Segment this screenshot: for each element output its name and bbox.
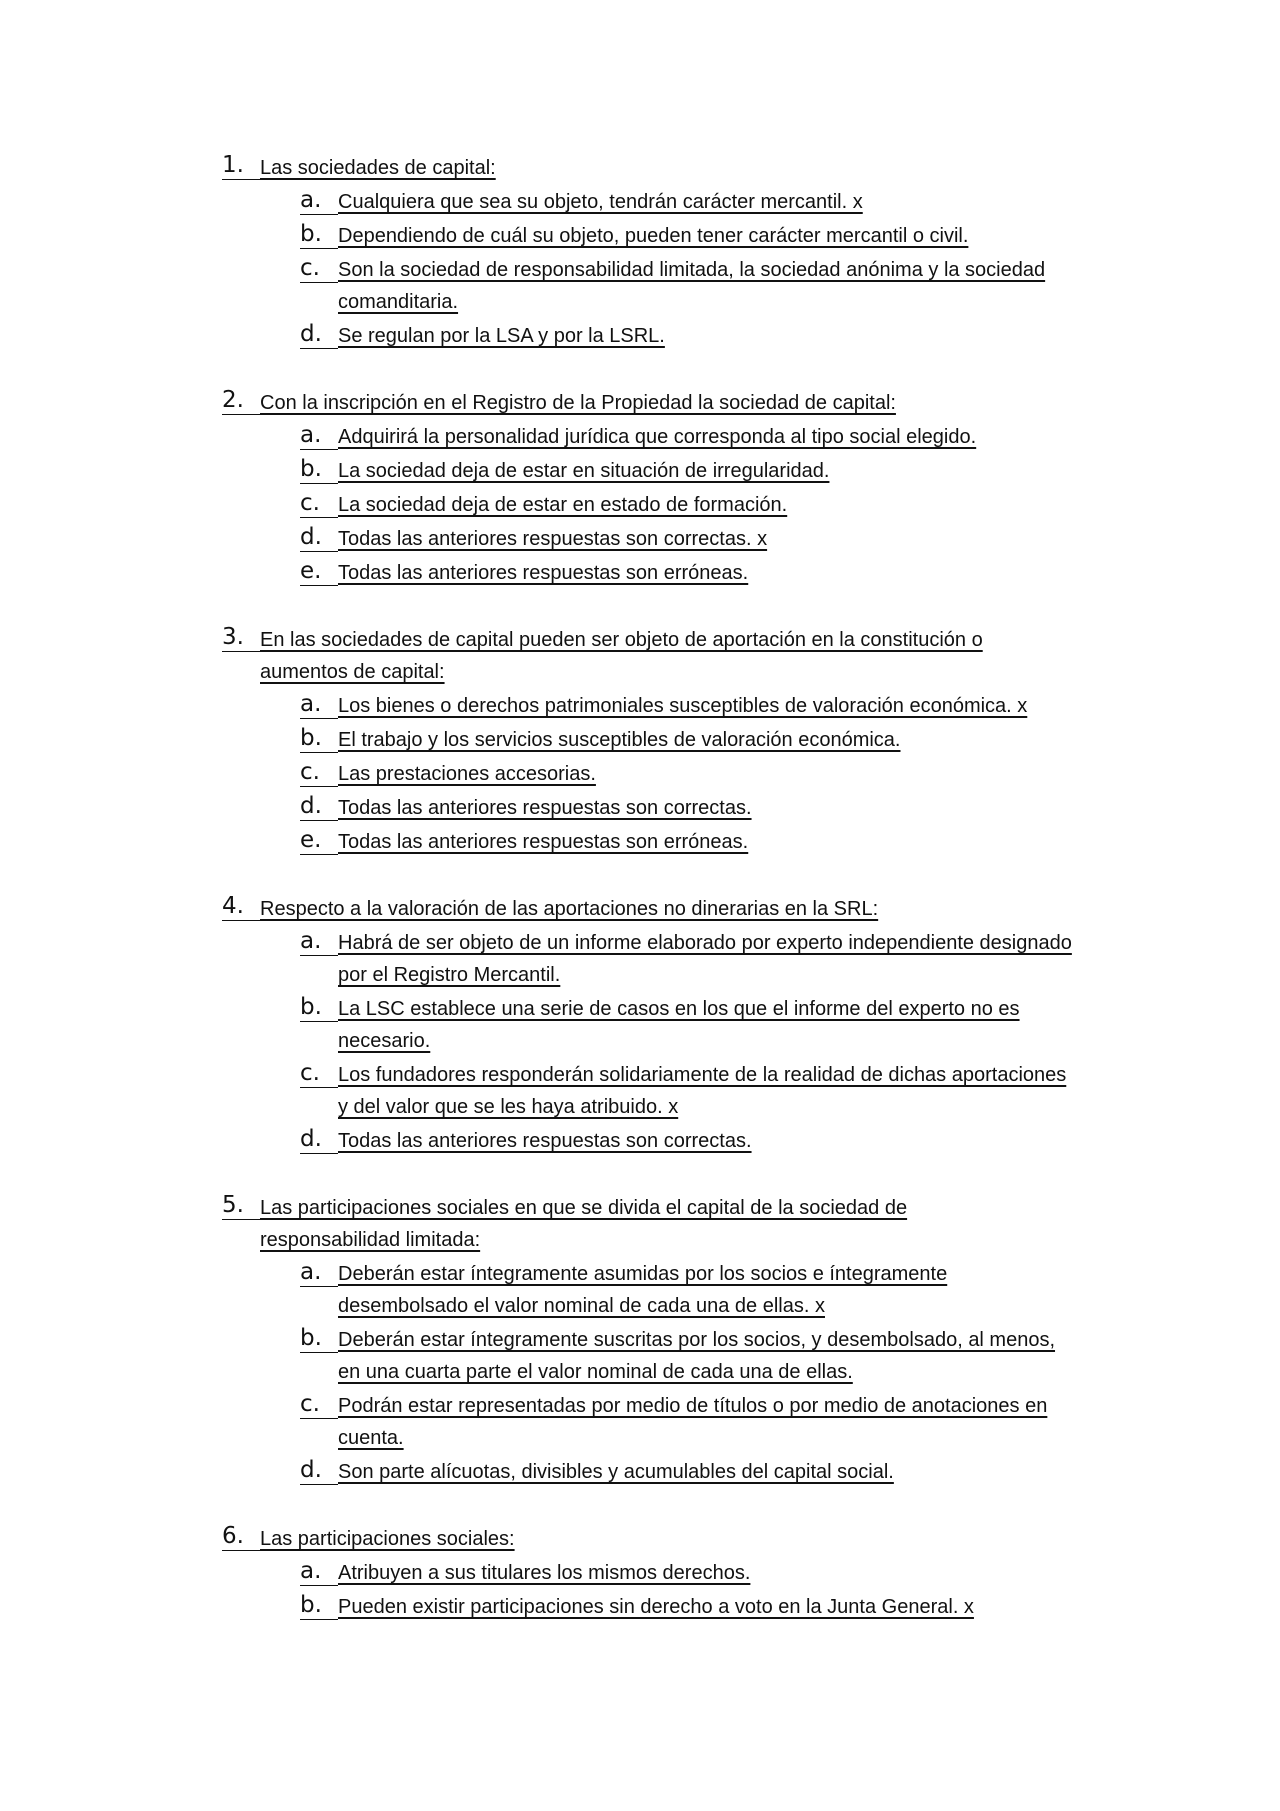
option-letter: a.: [300, 690, 338, 719]
option-text: Pueden existir participaciones sin derecho a voto en la Junta General. x: [338, 1596, 974, 1618]
question-text: Las participaciones sociales:: [260, 1528, 515, 1550]
option-text: Adquirirá la personalidad jurídica que corresponda al tipo social elegido.: [338, 426, 977, 448]
option-text: Los bienes o derechos patrimoniales susceptibles de valoración económica. x: [338, 695, 1028, 717]
option-text: Todas las anteriores respuestas son erróneas.: [338, 562, 749, 584]
option-c: [300, 1059, 1122, 1123]
question-header: [222, 1523, 1122, 1555]
question-number: 2.: [222, 387, 260, 415]
option-letter: d.: [300, 1125, 338, 1154]
option-a: [300, 421, 1122, 453]
option-text: Todas las anteriores respuestas son correctas.: [338, 1130, 752, 1152]
option-letter: c.: [300, 1059, 338, 1088]
option-a: [300, 690, 1122, 722]
option-e: [300, 826, 1122, 858]
option-letter: a.: [300, 927, 338, 956]
question-1: [222, 152, 1122, 352]
question-4: [222, 893, 1122, 1157]
option-b: [300, 455, 1122, 487]
option-d: [300, 792, 1122, 824]
option-b: [300, 1591, 1122, 1623]
question-header: [222, 1192, 1122, 1256]
option-text: La sociedad deja de estar en estado de formación.: [338, 494, 788, 516]
option-text: Son la sociedad de responsabilidad limitada, la sociedad anónima y la sociedad comanditaria.: [338, 259, 1046, 313]
option-b: [300, 1324, 1122, 1388]
question-number: 1.: [222, 152, 260, 180]
option-text: La sociedad deja de estar en situación de irregularidad.: [338, 460, 830, 482]
question-6: [222, 1523, 1122, 1623]
option-letter: a.: [300, 186, 338, 215]
question-list: [222, 152, 1122, 1658]
option-letter: a.: [300, 421, 338, 450]
question-header: [222, 893, 1122, 925]
question-header: [222, 387, 1122, 419]
question-5: [222, 1192, 1122, 1488]
question-text: Las participaciones sociales en que se divida el capital de la sociedad de responsabilidad limitada:: [260, 1197, 908, 1251]
option-text: Habrá de ser objeto de un informe elaborado por experto independiente designado por el Registro Mercantil.: [338, 932, 1072, 986]
question-text: Respecto a la valoración de las aportaciones no dinerarias en la SRL:: [260, 898, 879, 920]
option-text: Se regulan por la LSA y por la LSRL.: [338, 325, 665, 347]
option-letter: e.: [300, 826, 338, 855]
option-text: El trabajo y los servicios susceptibles de valoración económica.: [338, 729, 901, 751]
option-a: [300, 927, 1122, 991]
option-list: [300, 690, 1122, 858]
option-list: [300, 421, 1122, 589]
option-b: [300, 993, 1122, 1057]
question-text: Con la inscripción en el Registro de la Propiedad la sociedad de capital:: [260, 392, 896, 414]
option-text: Son parte alícuotas, divisibles y acumulables del capital social.: [338, 1461, 894, 1483]
option-letter: b.: [300, 724, 338, 753]
option-text: Los fundadores responderán solidariamente de la realidad de dichas aportaciones y del valor que se les haya atribuido. x: [338, 1064, 1067, 1118]
option-a: [300, 1258, 1122, 1322]
question-header: [222, 624, 1122, 688]
option-a: [300, 186, 1122, 218]
option-e: [300, 557, 1122, 589]
option-b: [300, 220, 1122, 252]
option-letter: b.: [300, 455, 338, 484]
question-text: Las sociedades de capital:: [260, 157, 496, 179]
option-letter: a.: [300, 1258, 338, 1287]
option-text: La LSC establece una serie de casos en los que el informe del experto no es necesario.: [338, 998, 1020, 1052]
option-letter: e.: [300, 557, 338, 586]
option-d: [300, 1456, 1122, 1488]
option-d: [300, 1125, 1122, 1157]
question-number: 4.: [222, 893, 260, 921]
question-number: 3.: [222, 624, 260, 652]
option-letter: d.: [300, 1456, 338, 1485]
option-list: [300, 927, 1122, 1157]
option-letter: d.: [300, 320, 338, 349]
option-letter: c.: [300, 489, 338, 518]
option-c: [300, 254, 1122, 318]
option-letter: b.: [300, 1591, 338, 1620]
option-d: [300, 320, 1122, 352]
question-number: 6.: [222, 1523, 260, 1551]
question-3: [222, 624, 1122, 858]
option-text: Cualquiera que sea su objeto, tendrán carácter mercantil. x: [338, 191, 863, 213]
option-letter: b.: [300, 220, 338, 249]
option-letter: c.: [300, 1390, 338, 1419]
option-letter: c.: [300, 758, 338, 787]
option-letter: c.: [300, 254, 338, 283]
option-c: [300, 758, 1122, 790]
option-text: Todas las anteriores respuestas son correctas.: [338, 797, 752, 819]
option-list: [300, 186, 1122, 352]
option-text: Todas las anteriores respuestas son correctas. x: [338, 528, 768, 550]
option-c: [300, 489, 1122, 521]
option-letter: d.: [300, 792, 338, 821]
option-c: [300, 1390, 1122, 1454]
option-text: Atribuyen a sus titulares los mismos derechos.: [338, 1562, 751, 1584]
option-text: Deberán estar íntegramente suscritas por los socios, y desembolsado, al menos, en una cuarta parte el valor nominal de cada una de ellas.: [338, 1329, 1056, 1383]
option-text: Podrán estar representadas por medio de títulos o por medio de anotaciones en cuenta.: [338, 1395, 1048, 1449]
option-list: [300, 1258, 1122, 1488]
question-text: En las sociedades de capital pueden ser objeto de aportación en la constitución o aumentos de capital:: [260, 629, 983, 683]
option-text: Todas las anteriores respuestas son erróneas.: [338, 831, 749, 853]
option-b: [300, 724, 1122, 756]
option-letter: d.: [300, 523, 338, 552]
question-2: [222, 387, 1122, 589]
option-text: Las prestaciones accesorias.: [338, 763, 596, 785]
option-d: [300, 523, 1122, 555]
option-text: Deberán estar íntegramente asumidas por los socios e íntegramente desembolsado el valor nominal de cada una de ellas. x: [338, 1263, 948, 1317]
option-letter: b.: [300, 1324, 338, 1353]
option-letter: b.: [300, 993, 338, 1022]
option-list: [300, 1557, 1122, 1623]
option-letter: a.: [300, 1557, 338, 1586]
option-text: Dependiendo de cuál su objeto, pueden tener carácter mercantil o civil.: [338, 225, 969, 247]
question-number: 5.: [222, 1192, 260, 1220]
option-a: [300, 1557, 1122, 1589]
question-header: [222, 152, 1122, 184]
